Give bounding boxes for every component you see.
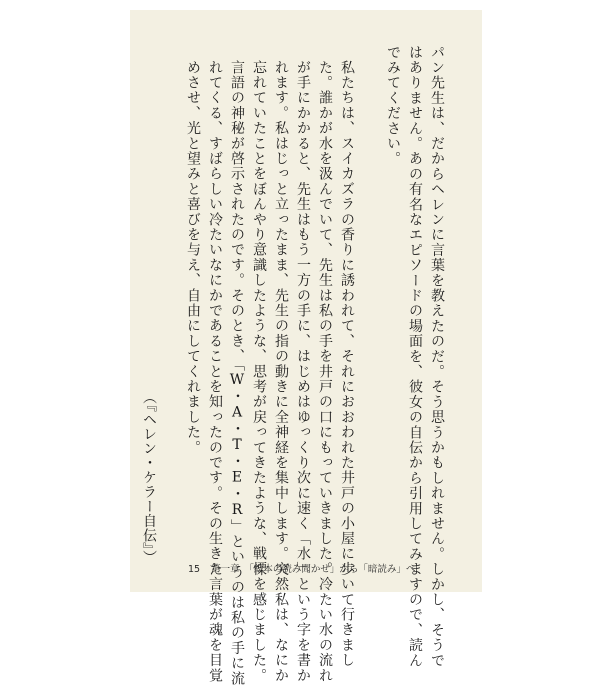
quote-line: 忘れていたことをぼんやり意識したような、思考が戻ってきたような、戦慄を感じました。 (251, 60, 267, 684)
citation: （『ヘレン・ケラー自伝』） (141, 390, 157, 565)
text-line: でみてください。 (385, 45, 401, 167)
text-line: はありません。あの有名なエピソードの場面を、彼女の自伝から引用してみますので、読ん (407, 45, 423, 669)
chapter-title: 第一章 「絵本の読み聞かせ」から「暗読み」へ (211, 564, 416, 575)
quote-line: れます。私はじっと立ったまま、先生の指の動きに全神経を集中します。突然私は、なにか (273, 60, 289, 684)
book-page (130, 10, 482, 686)
page-footer (188, 561, 415, 575)
quote-line: た。誰かが水を汲んでいて、先生は私の手を井戸の口にもっていきました。冷たい水の流れ (317, 60, 333, 684)
text-line: パン先生は、だからヘレンに言葉を教えたのだ。そう思うかもしれません。しかし、そうで (429, 45, 445, 669)
quote-line: れてくる、すばらしい冷たいなにかであることを知ったのです。その生きた言葉が魂を目覚 (207, 60, 223, 684)
quote-line: めさせ、光と望みと喜びを与え、自由にしてくれました。 (185, 60, 201, 456)
page-number: 15 (188, 564, 201, 575)
quote-line: が手にかかると、先生はもう一方の手に、はじめはゆっくり次に速く「水」という字を書か (295, 60, 311, 684)
quote-line: 私たちは、スイカズラの香りに誘われて、それにおおわれた井戸の小屋に歩いて行きまし (339, 60, 355, 668)
quote-line: 言語の神秘が啓示されたのです。そのとき、「W・A・T・E・R」というのは私の手に流 (229, 60, 245, 686)
